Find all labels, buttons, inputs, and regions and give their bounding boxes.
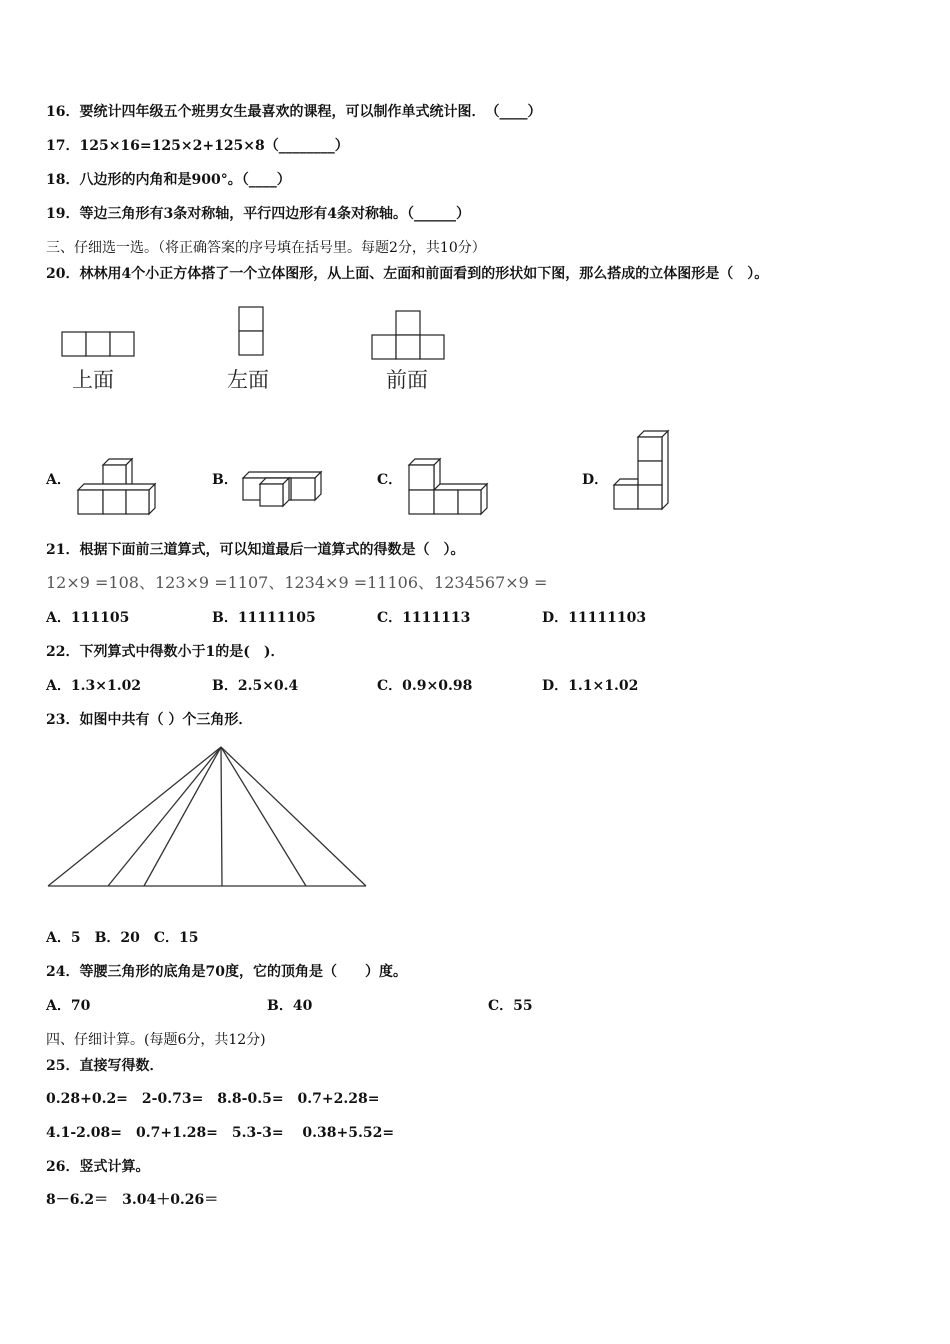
q20-option-b-figure[interactable] [243, 472, 323, 506]
q21-option-b[interactable]: B．11111105 [212, 610, 316, 626]
question-22-stem: 22．下列算式中得数小于1的是( )． [46, 644, 285, 660]
view-front-figure [372, 311, 444, 359]
q22-option-d[interactable]: D．1.1×1.02 [542, 678, 639, 694]
question-25-row-1: 0.28+0.2= 2-0.73= 8.8-0.5= 0.7+2.28= [46, 1091, 380, 1107]
q20-option-a-label[interactable]: A． [46, 472, 71, 488]
question-23-options[interactable]: A．5 B．20 C．15 [46, 930, 199, 946]
question-20-stem: 20．林林用4个小正方体搭了一个立体图形，从上面、左面和前面看到的形状如下图，那么搭成的立体图形是（ ）。 [46, 266, 769, 282]
question-25-row-2: 4.1-2.08= 0.7+1.28= 5.3-3= 0.38+5.52= [46, 1125, 395, 1141]
section-4-heading: 四、仔细计算。(每题6分，共12分) [46, 1032, 266, 1048]
question-19: 19．等边三角形有3条对称轴，平行四边形有4条对称轴。（______） [46, 206, 470, 222]
q21-option-d[interactable]: D．11111103 [542, 610, 647, 626]
q20-option-c-figure[interactable] [409, 459, 489, 514]
q21-option-c[interactable]: C．1111113 [377, 610, 471, 626]
question-23-stem: 23．如图中共有（ ）个三角形． [46, 712, 253, 728]
triangle-figure [46, 745, 371, 891]
question-17: 17．125×16=125×2+125×8（________） [46, 138, 349, 154]
question-26-stem: 26．竖式计算。 [46, 1159, 150, 1175]
q24-option-c[interactable]: C．55 [488, 998, 533, 1014]
question-25-stem: 25．直接写得数． [46, 1058, 164, 1074]
view-top-label: 上面 [72, 368, 114, 392]
question-26-row: 8－6.2＝ 3.04＋0.26＝ [46, 1192, 219, 1208]
q20-option-b-label[interactable]: B． [212, 472, 238, 488]
q21-option-a[interactable]: A．111105 [46, 610, 130, 626]
question-21-stem: 21．根据下面前三道算式，可以知道最后一道算式的得数是（ ）。 [46, 542, 465, 558]
q22-option-c[interactable]: C．0.9×0.98 [377, 678, 473, 694]
view-left-label: 左面 [227, 368, 269, 392]
q22-option-a[interactable]: A．1.3×1.02 [46, 678, 142, 694]
q20-option-a-figure[interactable] [78, 459, 158, 514]
q20-option-d-label[interactable]: D． [582, 472, 609, 488]
question-21-formula: 12×9 =108、123×9 =1107、1234×9 =11106、1234567×9 = [46, 573, 548, 592]
question-24-stem: 24．等腰三角形的底角是70度，它的顶角是（ ）度。 [46, 964, 407, 980]
question-18: 18．八边形的内角和是900°。（____） [46, 172, 291, 188]
question-16: 16．要统计四年级五个班男女生最喜欢的课程，可以制作单式统计图． （____） [46, 104, 542, 120]
q24-option-b[interactable]: B．40 [267, 998, 313, 1014]
view-left-figure [239, 307, 263, 355]
q24-option-a[interactable]: A．70 [46, 998, 91, 1014]
q20-option-c-label[interactable]: C． [377, 472, 403, 488]
section-3-heading: 三、仔细选一选。（将正确答案的序号填在括号里。每题2分，共10分） [46, 240, 486, 256]
q20-option-d-figure[interactable] [614, 431, 670, 509]
view-front-label: 前面 [386, 368, 428, 392]
q22-option-b[interactable]: B．2.5×0.4 [212, 678, 299, 694]
view-top-figure [62, 332, 134, 356]
